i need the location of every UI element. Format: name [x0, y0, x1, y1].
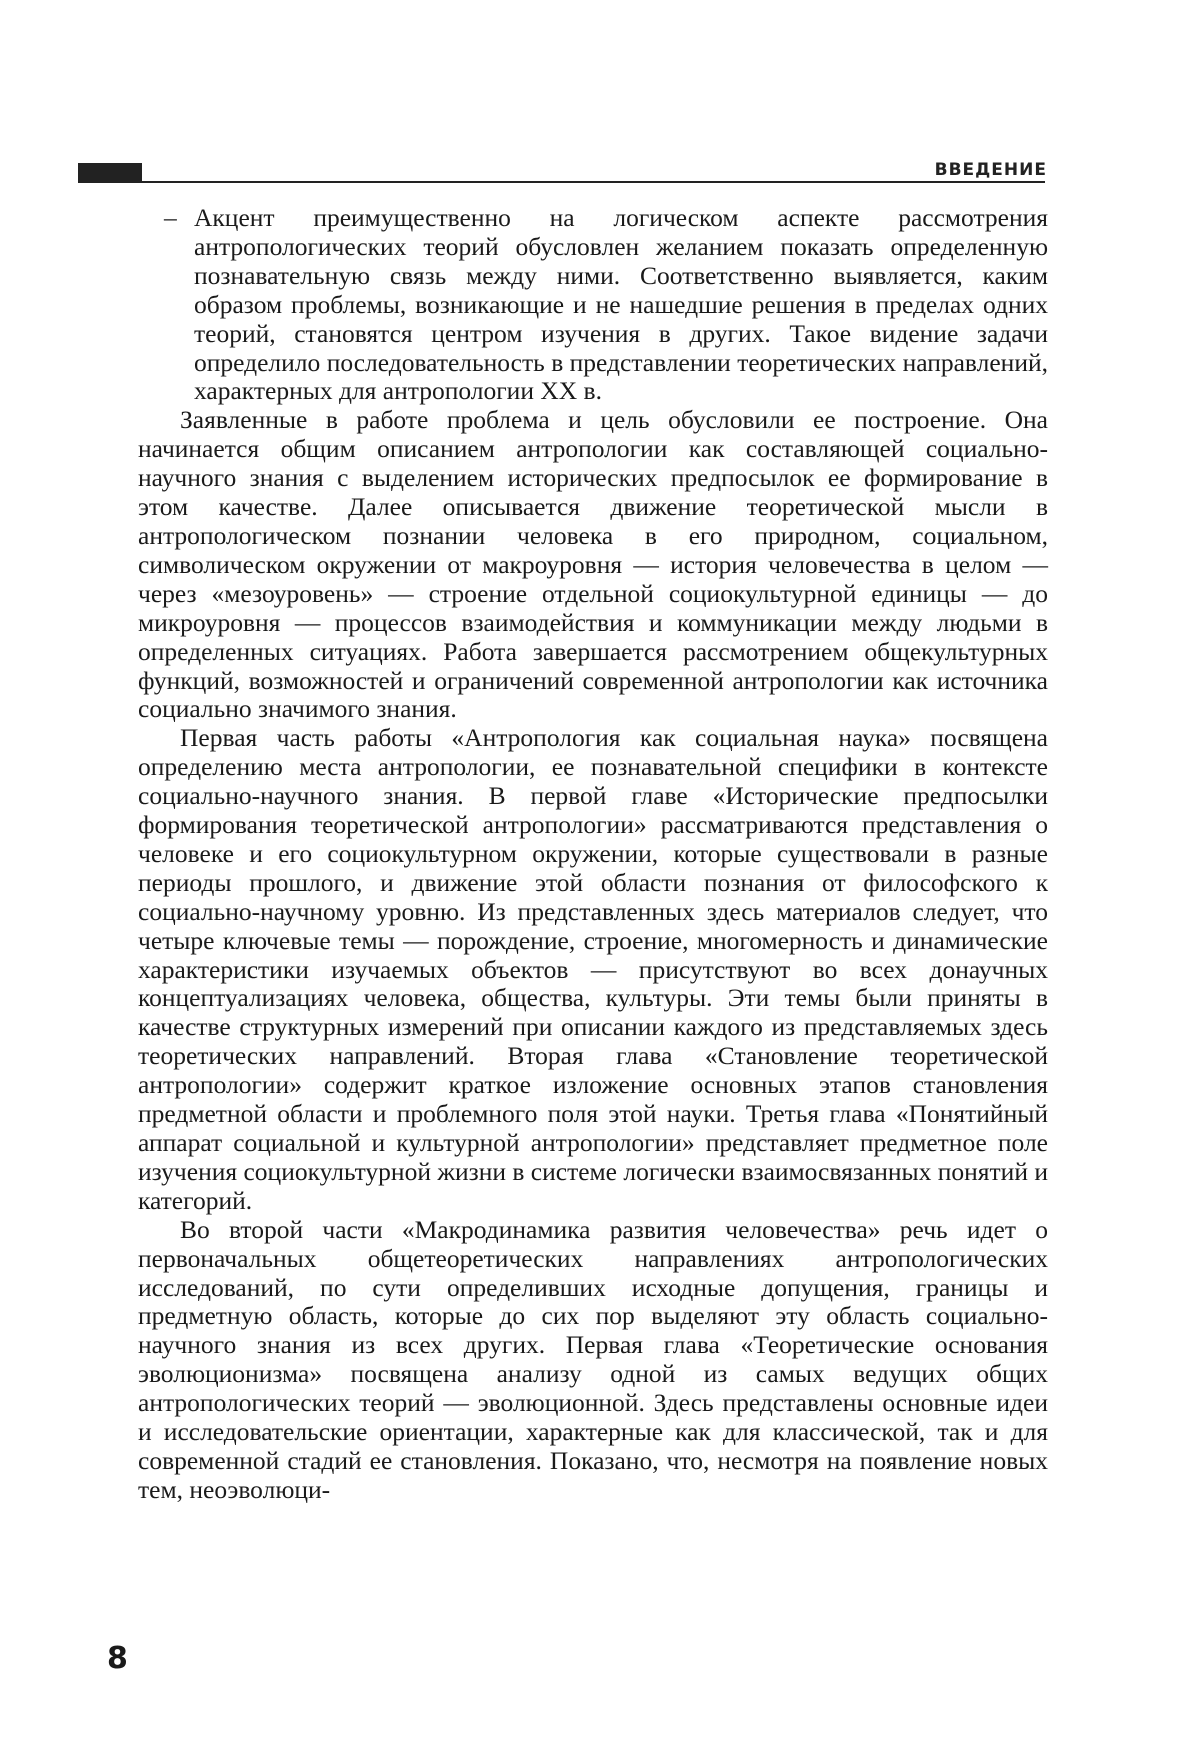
running-head: ВВЕДЕНИЕ	[935, 160, 1047, 180]
paragraph-part-one: Первая часть работы «Антропология как социальная наука» посвящена определению места антропологии, ее познавательной специфики в контексте социально-научного знания. В первой главе «Исторические предпосылки формирования теоретической антропологии» рассматриваются представления о человеке и его социокультурном окружении, которые существовали в разные периоды прошлого, и движение этой области познания от философского к социально-научному уровню. Из представленных здесь материалов следует, что четыре ключевые темы — порождение, строение, многомерность и динамические характеристики изучаемых объектов — присутствуют во всех донаучных концептуализациях человека, общества, культуры. Эти темы были приняты в качестве структурных измерений при описании каждого из представляемых здесь теоретических направлений. Вторая глава «Становление теоретической антропологии» содержит краткое изложение основных этапов становления предметной области и проблемного поля этой науки. Третья глава «Понятийный аппарат социальной и культурной антропологии» представляет предметное поле изучения социокультурной жизни в системе логически взаимосвязанных понятий и категорий.	[138, 724, 1048, 1215]
bullet-item	[138, 204, 1048, 406]
book-page	[0, 0, 1200, 1764]
paragraph-structure: Заявленные в работе проблема и цель обусловили ее построение. Она начинается общим описанием антропологии как составляющей социально-научного знания с выделением исторических предпосылок ее формирование в этом качестве. Далее описывается движение теоретической мысли в антропологическом познании человека в его природном, социальном, символическом окружении от макроуровня — история человечества в целом — через «мезоуровень» — строение отдельной социокультурной единицы — до микроуровня — процессов взаимодействия и коммуникации между людьми в определенных ситуациях. Работа завершается рассмотрением общекультурных функций, возможностей и ограничений современной антропологии как источника социально значимого знания.	[138, 406, 1048, 724]
header-bar-decoration	[78, 163, 142, 183]
bullet-dash: –	[164, 204, 177, 233]
page-number: 8	[107, 1642, 128, 1676]
paragraph-part-two: Во второй части «Макродинамика развития человечества» речь идет о первоначальных общетеоретических направлениях антропологических исследований, по сути определивших исходные допущения, границы и предметную область, которые до сих пор выделяют эту область социально-научного знания из всех других. Первая глава «Теоретические основания эволюционизма» посвящена анализу одной из самых ведущих общих антропологических теорий — эволюционной. Здесь представлены основные идеи и исследовательские ориентации, характерные как для классической, так и для современной стадий ее становления. Показано, что, несмотря на появление новых тем, неоэволюци-	[138, 1216, 1048, 1505]
body-text	[138, 204, 1048, 1505]
bullet-text: Акцент преимущественно на логическом аспекте рассмотрения антропологических теорий обусловлен желанием показать определенную познавательную связь между ними. Соответственно выявляется, каким образом проблемы, возникающие и не нашедшие решения в пределах одних теорий, становятся центром изучения в других. Такое видение задачи определило последовательность в представлении теоретических направлений, характерных для антропологии XX в.	[194, 203, 1048, 405]
header-rule	[142, 181, 1045, 183]
